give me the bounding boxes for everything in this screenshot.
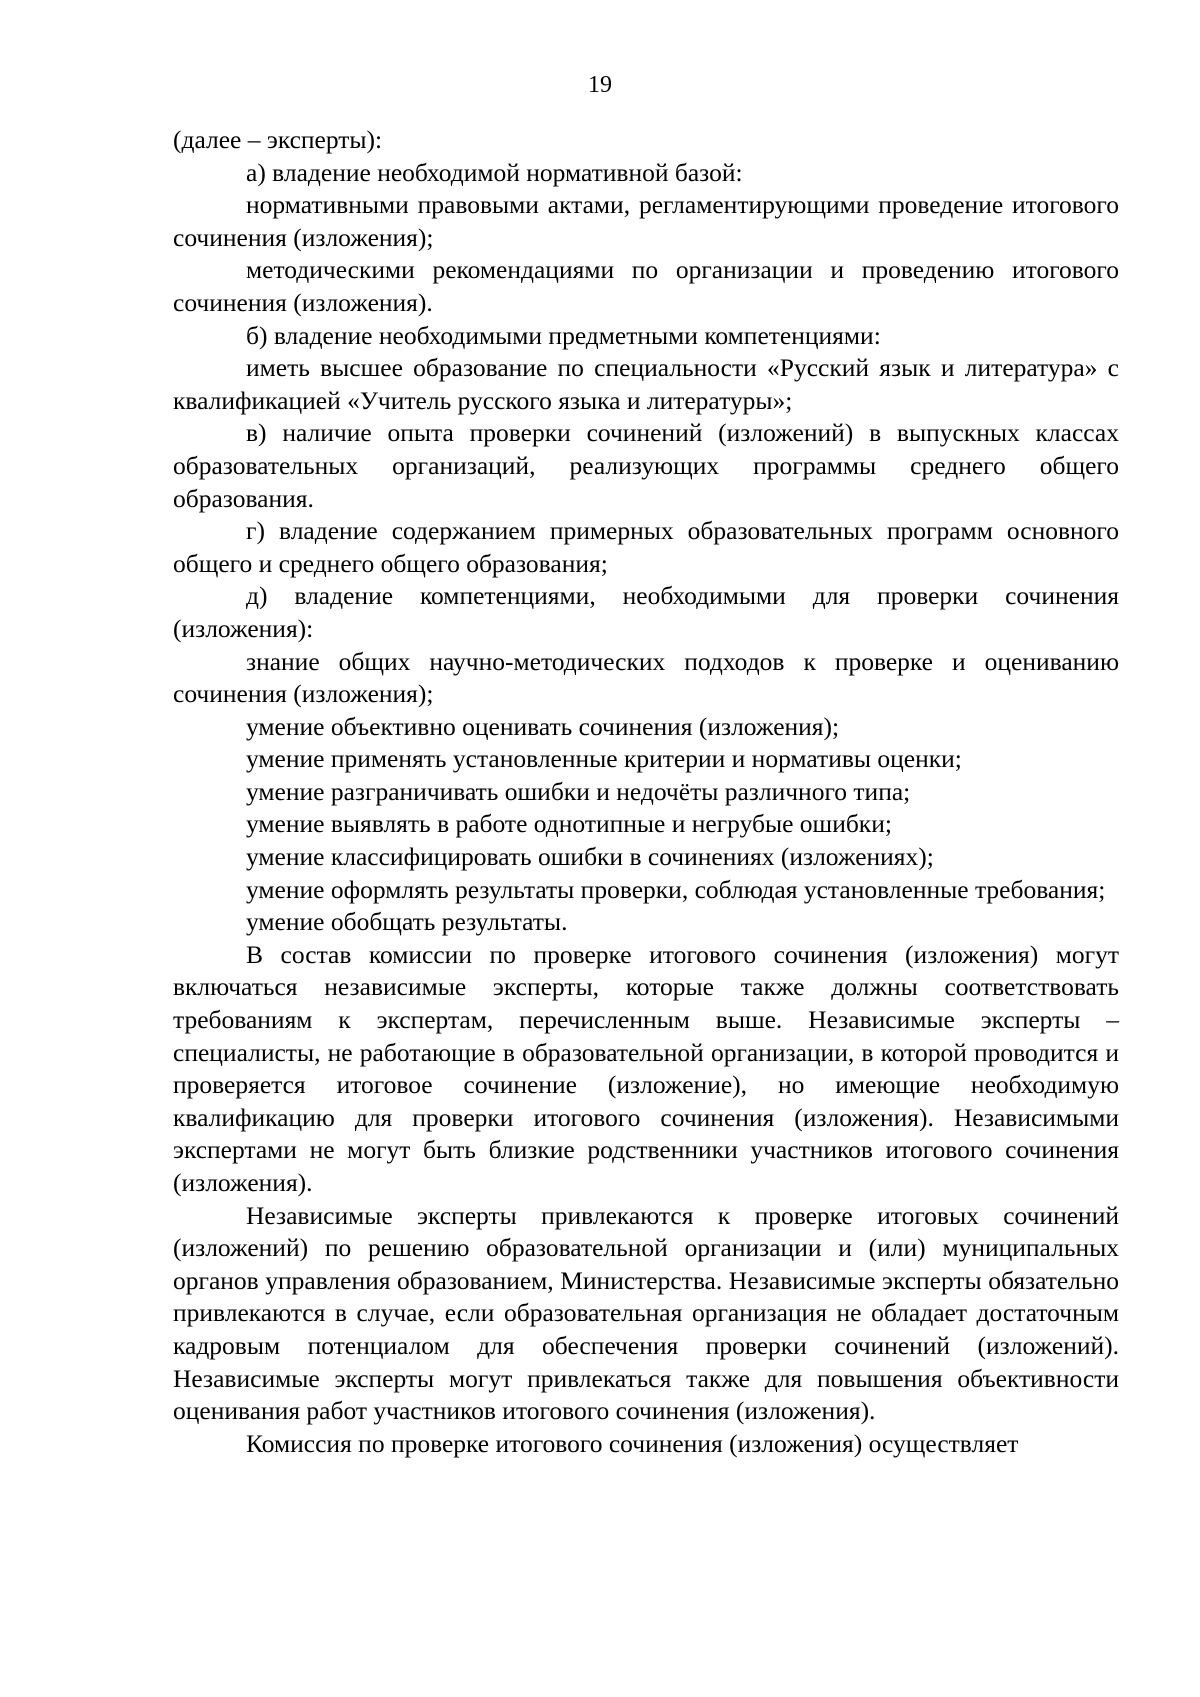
paragraph: д) владение компетенциями, необходимыми для проверки сочинения (изложения): [173, 581, 1119, 643]
paragraph: иметь высшее образование по специальности «Русский язык и литература» с квалификацией «Учитель русского языка и литературы»; [173, 353, 1119, 415]
paragraph: б) владение необходимыми предметными компетенциями: [246, 320, 881, 350]
paragraph: умение выявлять в работе однотипные и негрубые ошибки; [246, 809, 892, 839]
paragraph: умение применять установленные критерии и нормативы оценки; [246, 744, 962, 774]
paragraph: В состав комиссии по проверке итогового сочинения (изложения) могут включаться независимые эксперты, которые также должны соответствовать требованиям к экспертам, перечисленным выше. Независимые эксперты – специалисты, не работающие в образовательной организации, в которой проводится и проверяется итоговое сочинение (изложение), но имеющие необходимую квалификацию для проверки итогового сочинения (изложения). Независимыми экспертами не могут быть близкие родственники участников итогового сочинения (изложения). [173, 939, 1119, 1197]
paragraph: умение оформлять результаты проверки, соблюдая установленные требования; [246, 874, 1106, 904]
paragraph: умение объективно оценивать сочинения (изложения); [246, 711, 840, 741]
page-number: 19 [588, 72, 612, 98]
paragraph: знание общих научно-методических подходов к проверке и оцениванию сочинения (изложения); [173, 646, 1119, 709]
paragraph: умение разграничивать ошибки и недочёты различного типа; [246, 776, 911, 806]
paragraph: г) владение содержанием примерных образовательных программ основного общего и среднего общего образования; [173, 516, 1119, 578]
paragraph: нормативными правовыми актами, регламентирующими проведение итогового сочинения (изложения); [173, 190, 1119, 252]
paragraph: а) владение необходимой нормативной базой: [246, 157, 743, 187]
paragraph: (далее – эксперты): [173, 125, 383, 154]
paragraph: методическими рекомендациями по организации и проведению итогового сочинения (изложения). [173, 255, 1119, 317]
paragraph: умение классифицировать ошибки в сочинениях (изложениях); [246, 842, 934, 872]
paragraph: в) наличие опыта проверки сочинений (изложений) в выпускных классах образовательных организаций, реализующих программы среднего общего образования. [173, 418, 1119, 513]
paragraph: умение обобщать результаты. [246, 907, 568, 937]
paragraph: Независимые эксперты привлекаются к проверке итоговых сочинений (изложений) по решению образовательной организации и (или) муниципальных органов управления образованием, Министерства. Независимые эксперты обязательно привлекаются в случае, если образовательная организация не обладает достаточным кадровым потенциалом для обеспечения проверки сочинений (изложений). Независимые эксперты могут привлекаться также для повышения объективности оценивания работ участников итогового сочинения (изложения). [173, 1200, 1119, 1426]
document-body [173, 124, 1119, 1460]
paragraph: Комиссия по проверке итогового сочинения (изложения) осуществляет [246, 1428, 1019, 1458]
